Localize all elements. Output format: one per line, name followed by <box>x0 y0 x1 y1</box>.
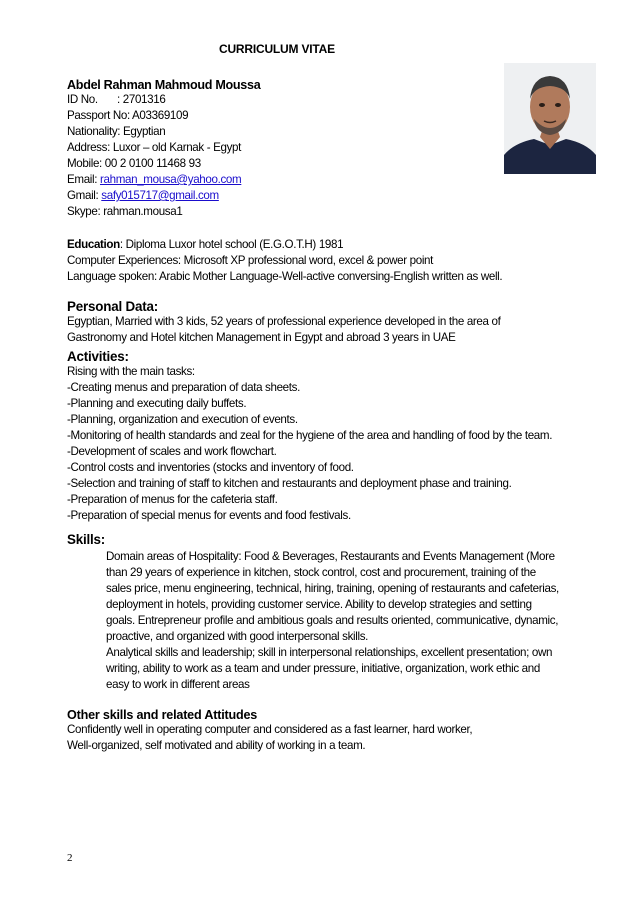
skills-line: proactive, and organized with good interpersonal skills. <box>106 630 369 643</box>
skills-line: sales price, menu engineering, technical, hiring, training, opening of restaurants and cafeterias, <box>106 582 559 595</box>
other-skills-section <box>67 708 472 754</box>
nationality: Nationality: Egyptian <box>67 125 166 138</box>
personal-data-heading: Personal Data: <box>67 299 158 314</box>
activity-item: -Development of scales and work flowchart. <box>67 445 277 458</box>
activity-item: -Planning and executing daily buffets. <box>67 397 247 410</box>
education-line: Education: Diploma Luxor hotel school (E.G.O.T.H) 1981 <box>67 238 344 251</box>
page-number: 2 <box>67 852 73 864</box>
personal-line: Egyptian, Married with 3 kids, 52 years of professional experience developed in the area of <box>67 315 501 328</box>
skills-line: deployment in hotels, providing customer service. Ability to develop strategies and setting <box>106 598 532 611</box>
document-title: CURRICULUM VITAE <box>219 42 335 56</box>
other-skills-line: Confidently well in operating computer and considered as a fast learner, hard worker, <box>67 723 473 736</box>
passport-number: Passport No: A03369109 <box>67 109 189 122</box>
computer-experience: Computer Experiences: Microsoft XP professional word, excel & power point <box>67 254 434 267</box>
skype: Skype: rahman.mousa1 <box>67 205 183 218</box>
email-link[interactable]: rahman_mousa@yahoo.com <box>99 173 242 186</box>
activity-item: -Monitoring of health standards and zeal for the hygiene of the area and handling of food by the team. <box>67 429 553 442</box>
languages: Language spoken: Arabic Mother Language-Well-active conversing-English written as well. <box>67 270 503 283</box>
activity-item: -Control costs and inventories (stocks and inventory of food. <box>67 461 354 474</box>
skills-line: easy to work in different areas <box>106 678 250 691</box>
personal-data-section <box>67 299 500 346</box>
skills-line: goals. Entrepreneur profile and ambitious goals and results oriented, communicative, dynamic, <box>106 614 559 627</box>
activity-item: -Preparation of special menus for events and food festivals. <box>67 509 351 522</box>
skills-heading: Skills: <box>67 532 106 547</box>
personal-line: Gastronomy and Hotel kitchen Management in Egypt and abroad 3 years in UAE <box>67 331 456 344</box>
gmail-link[interactable]: safy015717@gmail.com <box>101 189 219 202</box>
contact-details <box>67 92 241 220</box>
activities-heading: Activities: <box>67 349 129 364</box>
email: Email: rahman_mousa@yahoo.com <box>67 173 242 186</box>
activity-item: -Planning, organization and execution of events. <box>67 413 298 426</box>
mobile: Mobile: 00 2 0100 11468 93 <box>67 157 201 170</box>
skills-section <box>106 549 606 693</box>
activity-item: -Creating menus and preparation of data sheets. <box>67 381 300 394</box>
skills-line: writing, ability to work as a team and under pressure, initiative, organization, work ethic and <box>106 662 540 675</box>
skills-line: Domain areas of Hospitality: Food & Beverages, Restaurants and Events Management (More <box>106 550 555 563</box>
profile-photo <box>504 63 596 174</box>
address: Address: Luxor – old Karnak - Egypt <box>67 141 241 154</box>
gmail: Gmail: safy015717@gmail.com <box>67 189 219 202</box>
person-name: Abdel Rahman Mahmoud Moussa <box>67 78 261 92</box>
activity-item: -Preparation of menus for the cafeteria staff. <box>67 493 278 506</box>
portrait-image <box>504 63 596 174</box>
activity-item: -Selection and training of staff to kitchen and restaurants and deployment phase and training. <box>67 477 512 490</box>
activities-section <box>67 349 552 524</box>
education-section <box>67 237 502 285</box>
other-skills-line: Well-organized, self motivated and ability of working in a team. <box>67 739 366 752</box>
activity-item: Rising with the main tasks: <box>67 365 195 378</box>
skills-line: than 29 years of experience in kitchen, stock control, cost and procurement, training of the <box>106 566 536 579</box>
skills-line: Analytical skills and leadership; skill in interpersonal relationships, excellent presentation; own <box>106 646 553 659</box>
other-skills-heading: Other skills and related Attitudes <box>67 708 258 722</box>
id-number: ID No. : 2701316 <box>67 93 166 106</box>
